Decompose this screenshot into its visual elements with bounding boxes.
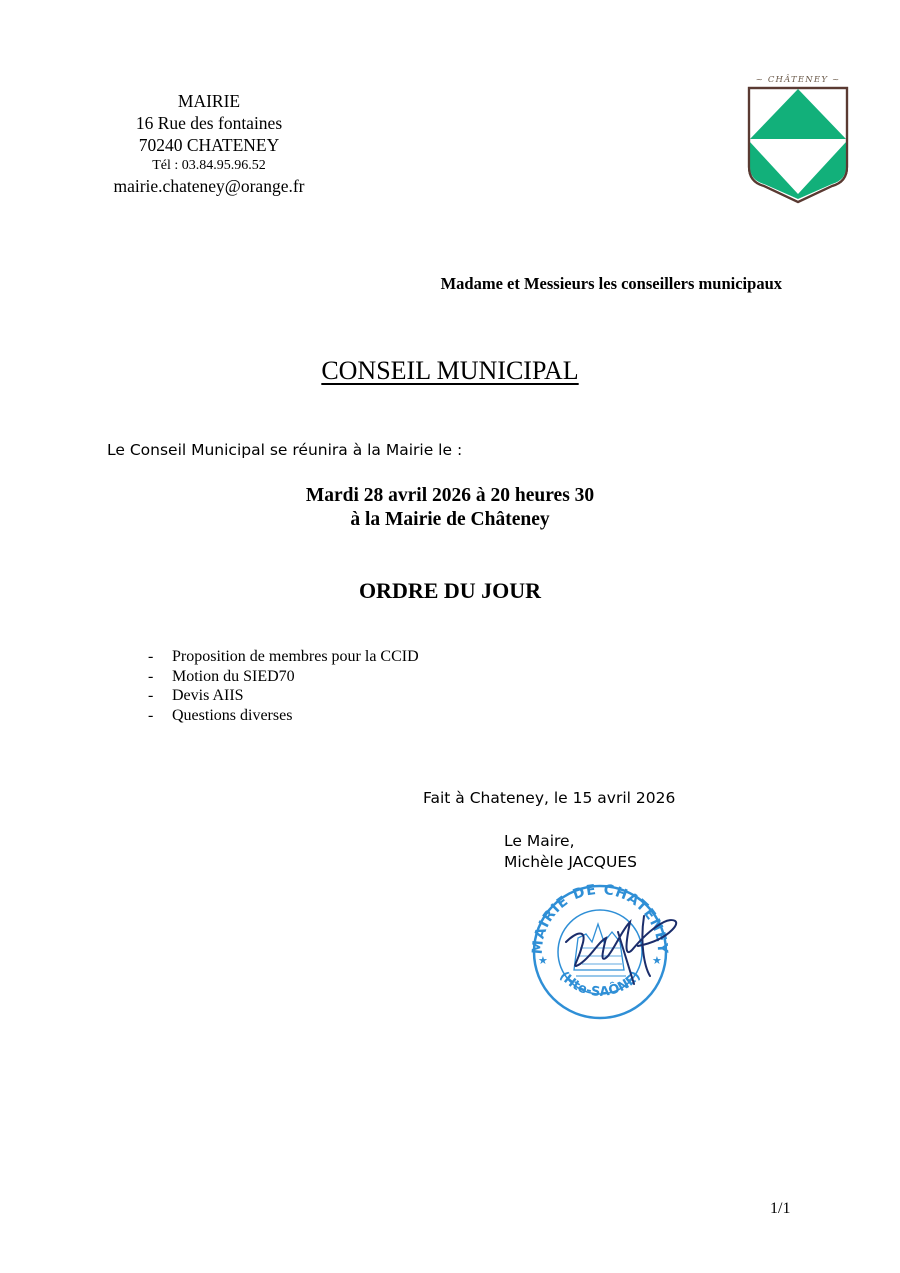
place-and-date: Fait à Chateney, le 15 avril 2026 — [423, 789, 676, 807]
address-line-email: mairie.chateney@orange.fr — [113, 176, 305, 196]
agenda-item: - Motion du SIED70 — [148, 667, 295, 685]
agenda-item: - Devis AIIS — [148, 687, 244, 704]
svg-text:★: ★ — [652, 954, 662, 967]
signatory-role: Le Maire, — [504, 832, 575, 850]
page-number: 1/1 — [770, 1200, 791, 1217]
svg-text:MAIRIE DE CHATENEY: MAIRIE DE CHATENEY — [529, 881, 671, 955]
address-line-mairie: MAIRIE — [177, 91, 241, 111]
svg-text:~ CHÂTENEY ~: ~ CHÂTENEY ~ — [755, 75, 841, 85]
address-line-street: 16 Rue des fontaines — [135, 113, 283, 133]
svg-text:(Hte-SAÔNE): (Hte-SAÔNE) — [556, 968, 644, 1000]
recipients-line: Madame et Messieurs les conseillers municipaux — [440, 274, 782, 293]
address-line-city: 70240 CHATENEY — [138, 135, 280, 155]
agenda-title: ORDRE DU JOUR — [358, 578, 542, 603]
address-line-phone: Tél : 03.84.95.96.52 — [152, 158, 266, 173]
svg-text:★: ★ — [538, 954, 548, 967]
signatory-block — [504, 831, 637, 873]
agenda-item: - Proposition de membres pour la CCID — [148, 648, 419, 665]
signatory-name: Michèle JACQUES — [504, 853, 637, 871]
meeting-details — [0, 484, 900, 532]
official-stamp-and-signature — [522, 872, 694, 1022]
agenda-list — [148, 647, 419, 725]
town-hall-address — [100, 90, 318, 197]
meeting-place: à la Mairie de Châteney — [350, 509, 550, 530]
agenda-item: - Questions diverses — [148, 706, 293, 724]
meeting-datetime: Mardi 28 avril 2026 à 20 heures 30 — [305, 485, 595, 506]
coat-of-arms-logo — [742, 72, 854, 206]
meeting-intro: Le Conseil Municipal se réunira à la Mairie le : — [107, 441, 463, 459]
document-title: CONSEIL MUNICIPAL — [321, 356, 579, 385]
